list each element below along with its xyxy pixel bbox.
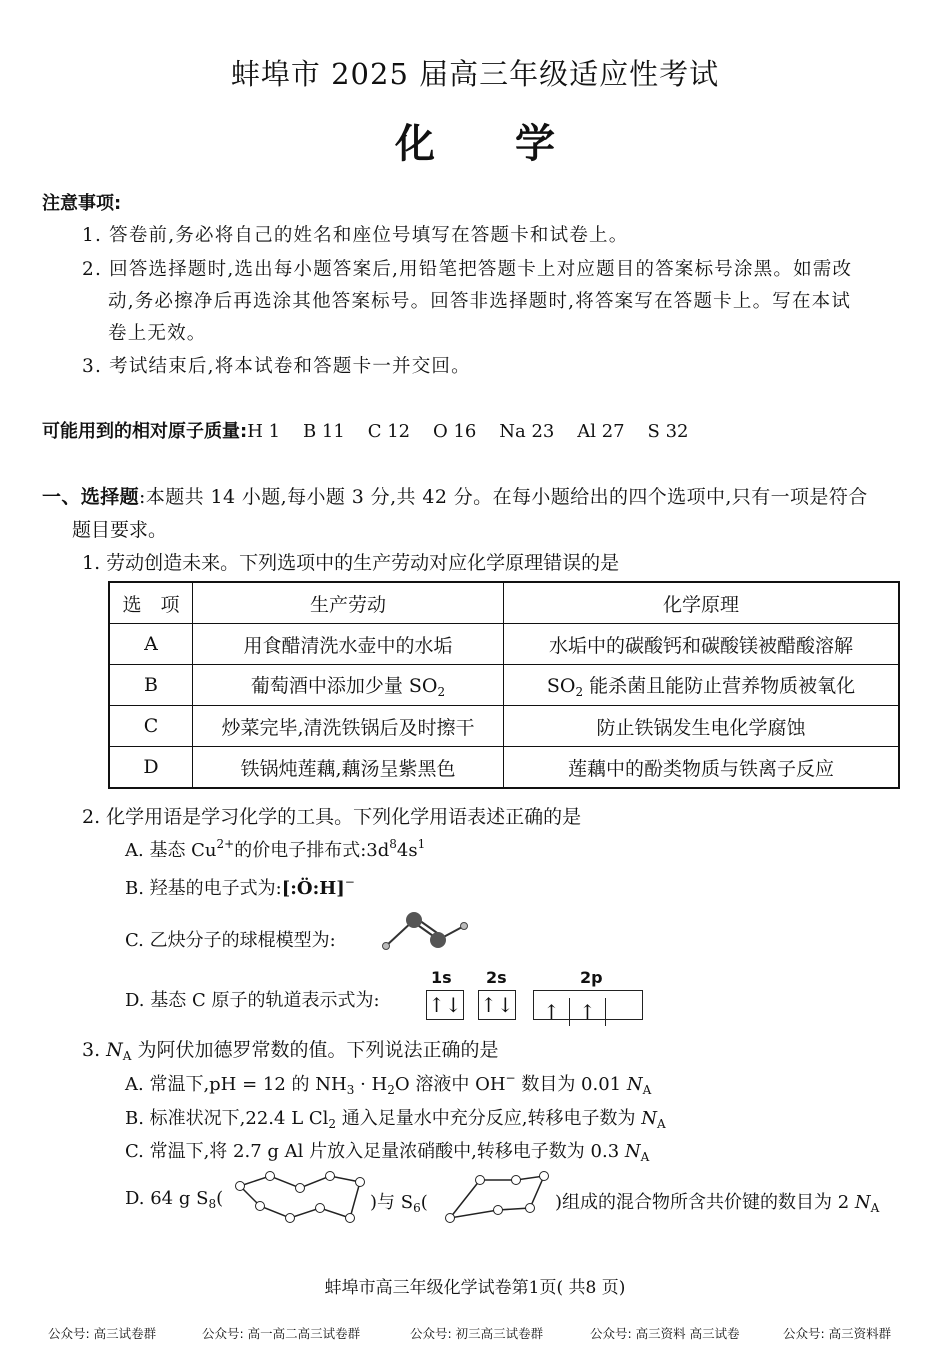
table-row (109, 665, 899, 706)
s-atom (326, 1172, 335, 1181)
subscript: 2 (328, 1117, 337, 1131)
c-atom (406, 912, 422, 928)
principle-text: 能杀菌且能防止营养物质被氧化 (583, 675, 856, 697)
avogadro-symbol: N (641, 1108, 657, 1129)
subscript: 8 (208, 1197, 217, 1211)
avogadro-symbol: N (854, 1192, 871, 1213)
s-atom (540, 1172, 549, 1181)
table-row (109, 706, 899, 747)
subscript: 2 (387, 1083, 395, 1097)
option-cell: A (109, 624, 193, 665)
avogadro-symbol: N (106, 1039, 123, 1061)
option-cell: D (109, 747, 193, 789)
orbital-cell: ↑↓ (480, 993, 514, 1017)
s-atom (476, 1176, 485, 1185)
section1-line1 (42, 482, 868, 509)
orbital-label-2s: 2s (486, 968, 507, 987)
q3-option-b (125, 1104, 666, 1131)
s-atom (356, 1178, 365, 1187)
subscript: A (870, 1201, 880, 1215)
labor-cell: 铁锅炖莲藕,藕汤呈紫黑色 (193, 747, 504, 789)
option-text: A. 基态 Cu (125, 840, 217, 861)
labor-text: 葡萄酒中添加少量 SO (250, 675, 438, 697)
q1-table (108, 581, 900, 789)
option-text: A. 常温下,pH = 12 的 NH (125, 1074, 347, 1095)
labor-cell: 用食醋清洗水壶中的水垢 (193, 624, 504, 665)
q2-stem: 2. 化学用语是学习化学的工具。下列化学用语表述正确的是 (82, 806, 582, 828)
orbital-cell: ↑↓ (428, 993, 462, 1017)
option-text: ( (420, 1192, 428, 1213)
q3-option-a (125, 1070, 651, 1097)
notice-heading: 注意事项: (42, 193, 122, 214)
subscript: A (640, 1150, 650, 1164)
option-text: 的价电子排布式:3d (234, 840, 390, 861)
subscript: A (122, 1049, 132, 1063)
q3-option-d-part1 (125, 1188, 223, 1211)
table-header-row (109, 582, 899, 624)
footer-ad: 公众号: 高一高二高三试卷群 (202, 1326, 361, 1341)
atomic-mass-label: 可能用到的相对原子质量: (42, 421, 248, 442)
notice-item-1: 1. 答卷前,务必将自己的姓名和座位号填写在答题卡和试卷上。 (82, 225, 629, 246)
page-footer: 蚌埠市高三年级化学试卷第1页( 共8 页) (324, 1278, 626, 1298)
option-text: )组成的混合物所含共价键的数目为 2 (555, 1192, 855, 1213)
orbital-label-1s: 1s (431, 968, 452, 987)
table-header-cell: 化学原理 (504, 582, 900, 624)
labor-cell: 炒菜完毕,清洗铁锅后及时擦干 (193, 706, 504, 747)
stem-text: 3. (82, 1039, 107, 1061)
subscript: 2 (575, 685, 584, 699)
s-atom (512, 1176, 521, 1185)
option-cell: B (109, 665, 193, 706)
atomic-mass-values: H 1 B 11 C 12 O 16 Na 23 Al 27 S 32 (247, 421, 689, 442)
s-atom (346, 1214, 355, 1223)
option-text: · H (354, 1074, 388, 1095)
s8-ring-structure (232, 1168, 367, 1228)
stem-text: 为阿伏加德罗常数的值。下列说法正确的是 (131, 1039, 499, 1061)
option-text: C. 常温下,将 2.7 g Al 片放入足量浓硝酸中,转移电子数为 0.3 (125, 1141, 625, 1162)
subscript: 2 (437, 685, 446, 699)
option-text: B. 羟基的电子式为: (125, 878, 282, 899)
option-text: )与 S (370, 1192, 414, 1213)
subscript: A (656, 1117, 666, 1131)
table-header-cell: 生产劳动 (193, 582, 504, 624)
exam-title: 蚌埠市 2025 届高三年级适应性考试 (230, 57, 720, 91)
s-atom (256, 1202, 265, 1211)
q1-stem: 1. 劳动创造未来。下列选项中的生产劳动对应化学原理错误的是 (82, 552, 620, 574)
orbital-cell (606, 991, 642, 1019)
superscript: 2+ (216, 837, 235, 851)
table-row (109, 747, 899, 789)
orbital-cell: ↑ (534, 998, 570, 1026)
labor-cell (193, 665, 504, 706)
section1-line2: 题目要求。 (72, 519, 168, 541)
s-atom (296, 1184, 305, 1193)
option-cell: C (109, 706, 193, 747)
option-text: D. 64 g S (125, 1188, 209, 1209)
s-atom (316, 1204, 325, 1213)
option-text: 4s (396, 840, 418, 861)
table-row (109, 624, 899, 665)
option-text: B. 标准状况下,22.4 L Cl (125, 1108, 329, 1129)
q2-option-a (125, 836, 425, 862)
option-text: 数目为 0.01 (515, 1074, 627, 1095)
superscript: 1 (417, 837, 426, 851)
subscript: 6 (413, 1201, 421, 1215)
section1-heading: 一、选择题 (42, 486, 140, 508)
avogadro-symbol: N (624, 1141, 641, 1162)
orbital-box-2s (478, 990, 516, 1020)
notice-item-2-cont2: 卷上无效。 (108, 323, 207, 344)
q2-option-d: D. 基态 C 原子的轨道表示式为: (125, 990, 380, 1011)
principle-cell: 水垢中的碳酸钙和碳酸镁被醋酸溶解 (504, 624, 900, 665)
q3-stem (82, 1035, 499, 1063)
superscript: − (505, 1071, 516, 1085)
footer-ad: 公众号: 初三高三试卷群 (410, 1326, 544, 1341)
option-text: O 溶液中 OH (394, 1074, 506, 1095)
s-atom (446, 1214, 455, 1223)
s6-ring-structure (440, 1168, 552, 1228)
atomic-mass-line (42, 417, 688, 443)
subscript: A (642, 1083, 652, 1097)
option-text: ( (216, 1188, 224, 1209)
orbital-box-2p (533, 990, 643, 1024)
footer-ad: 公众号: 高三资料群 (783, 1326, 892, 1341)
q2-option-b (125, 874, 355, 900)
notice-item-2: 2. 回答选择题时,选出每小题答案后,用铅笔把答题卡上对应题目的答案标号涂黑。如需改 (82, 259, 853, 280)
principle-text: SO (546, 675, 576, 697)
electron-formula: [:Ö:H] (281, 878, 345, 899)
footer-ad: 公众号: 高三试卷群 (48, 1326, 157, 1341)
s-atom (236, 1182, 245, 1191)
superscript: 8 (389, 837, 397, 851)
avogadro-symbol: N (626, 1074, 643, 1095)
subject-title: 化学 (395, 120, 635, 167)
superscript: − (344, 875, 355, 889)
q3-option-c (125, 1137, 649, 1164)
table-header-cell: 选 项 (109, 582, 193, 624)
q3-option-d-part3 (555, 1188, 879, 1215)
h-atom (383, 943, 390, 950)
subscript: 3 (346, 1083, 355, 1097)
s-atom (494, 1206, 503, 1215)
s-atom (526, 1204, 535, 1213)
s-atom (266, 1172, 275, 1181)
notice-item-3: 3. 考试结束后,将本试卷和答题卡一并交回。 (82, 356, 471, 377)
orbital-label-2p: 2p (580, 968, 603, 987)
footer-ad: 公众号: 高三资料 高三试卷 (590, 1326, 740, 1341)
option-text: 通入足量水中充分反应,转移电子数为 (336, 1108, 642, 1129)
orbital-box-1s (426, 990, 464, 1020)
orbital-cell: ↑ (570, 998, 606, 1026)
h-atom (461, 923, 468, 930)
s-atom (286, 1214, 295, 1223)
q3-option-d-part2 (370, 1188, 428, 1215)
acetylene-ball-stick-model (378, 908, 473, 958)
section1-desc: :本题共 14 小题,每小题 3 分,共 42 分。在每小题给出的四个选项中,只有一项是符合 (139, 486, 868, 508)
principle-cell: 莲藕中的酚类物质与铁离子反应 (504, 747, 900, 789)
notice-item-2-cont: 动,务必擦净后再选涂其他答案标号。回答非选择题时,将答案写在答题卡上。写在本试 (108, 291, 852, 312)
principle-cell (504, 665, 900, 706)
c-atom (430, 932, 446, 948)
principle-cell: 防止铁锅发生电化学腐蚀 (504, 706, 900, 747)
q2-option-c: C. 乙炔分子的球棍模型为: (125, 930, 336, 951)
